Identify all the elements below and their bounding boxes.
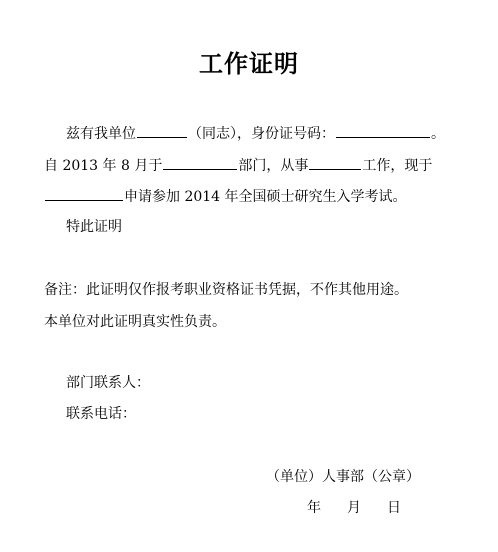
body-text: （同志），身份证号码： (188, 126, 335, 142)
body-text: 部门，从事 (238, 158, 309, 174)
body-text: 自 2013 年 8 月于 (44, 158, 163, 174)
body-line-3 (44, 186, 407, 207)
body-text: 。 (431, 126, 445, 142)
document-title: 工作证明 (199, 50, 299, 78)
contact-person-label: 部门联系人： (66, 375, 150, 391)
department-blank (163, 155, 237, 170)
body-text: 申请参加 2014 年全国硕士研究生入学考试。 (124, 189, 407, 205)
body-line-1 (66, 123, 445, 144)
id-number-blank (336, 123, 430, 138)
current-unit-blank (45, 186, 123, 201)
body-text: 兹有我单位 (66, 126, 136, 142)
note-line-2: 本单位对此证明真实性负责。 (44, 314, 226, 330)
body-line-2 (44, 155, 432, 176)
name-blank (137, 123, 187, 138)
seal-label: （单位）人事部（公章） (266, 469, 420, 485)
contact-phone-label: 联系电话： (66, 406, 136, 422)
note-line-1: 备注：此证明仅作报考职业资格证书凭据，不作其他用途。 (44, 282, 408, 298)
date-label: 年 月 日 (307, 500, 407, 516)
body-text: 工作，现于 (362, 158, 433, 174)
closing-statement: 特此证明 (66, 219, 122, 235)
job-blank (309, 155, 361, 170)
